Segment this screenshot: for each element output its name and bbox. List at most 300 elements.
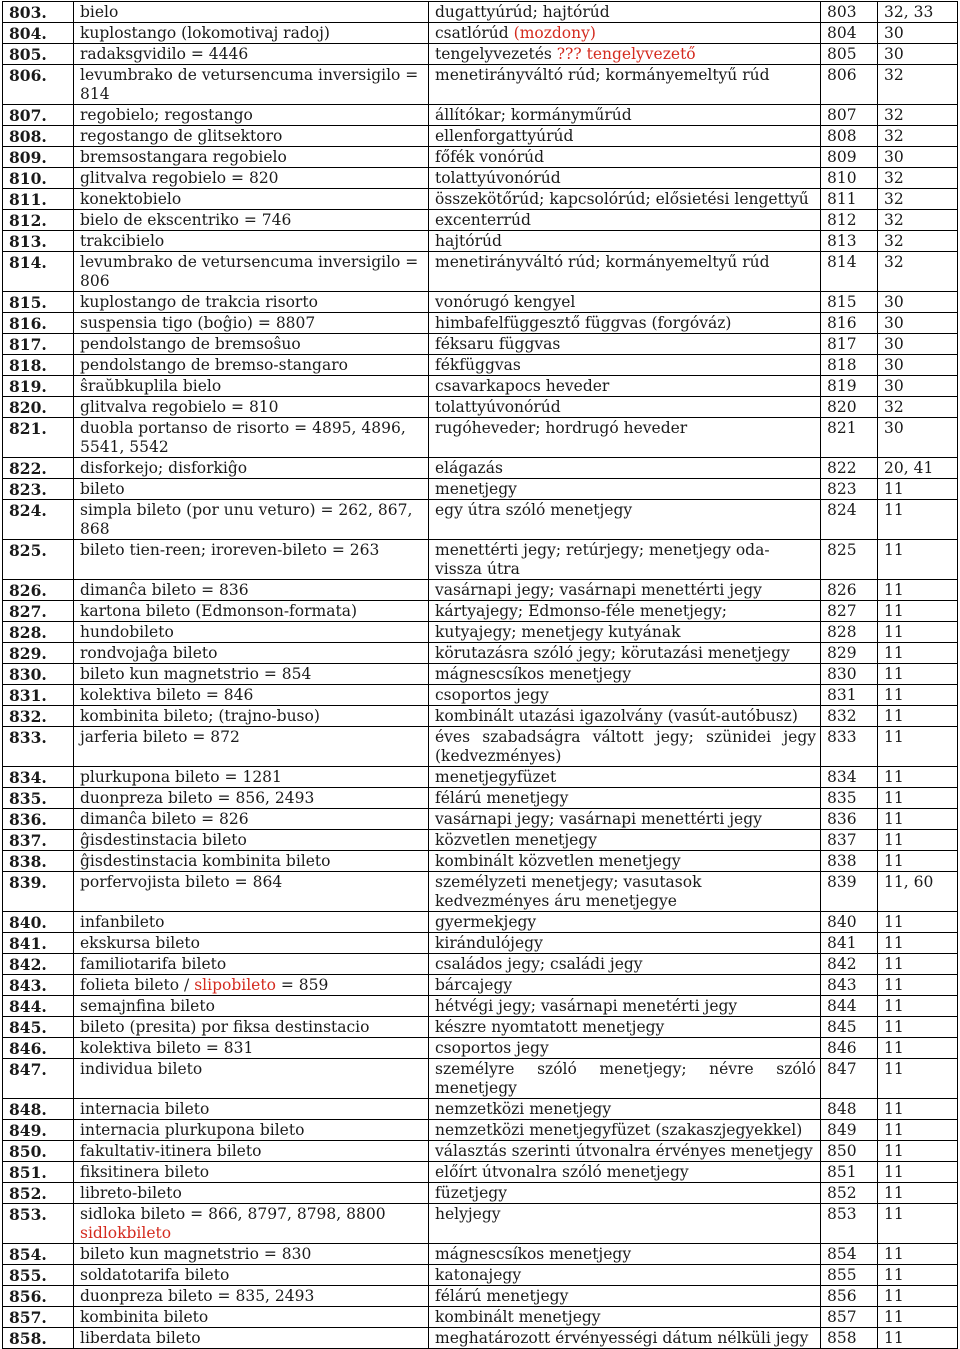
- table-row: [3, 767, 958, 788]
- term-text: kombinita bileto; (trajno-buso): [80, 707, 320, 725]
- page-reference: 11: [878, 830, 958, 851]
- hungarian-term: [429, 231, 821, 252]
- term-text: félárú menetjegy: [435, 1287, 569, 1305]
- hungarian-term: [429, 334, 821, 355]
- page-reference: 30: [878, 418, 958, 458]
- term-text: liberdata bileto: [80, 1329, 201, 1347]
- page-reference: 11: [878, 851, 958, 872]
- page-reference: 30: [878, 313, 958, 334]
- term-text: bremsostangara regobielo: [80, 148, 287, 166]
- hungarian-term: [429, 727, 821, 767]
- hungarian-term: [429, 376, 821, 397]
- term-text: kártyajegy; Edmonso-féle menetjegy;: [435, 602, 727, 620]
- entry-number: 825.: [3, 540, 74, 580]
- reference-number: 851: [821, 1162, 878, 1183]
- page-reference: 30: [878, 292, 958, 313]
- esperanto-term: [74, 1286, 429, 1307]
- entry-number: 813.: [3, 231, 74, 252]
- hungarian-term: [429, 1017, 821, 1038]
- term-text: összekötőrúd; kapcsolórúd; elősietési lengettyű: [435, 190, 809, 208]
- reference-number: 842: [821, 954, 878, 975]
- term-text: meghatározott érvényességi dátum nélküli jegy: [435, 1329, 809, 1347]
- term-text: katonajegy: [435, 1266, 522, 1284]
- term-text: bielo: [80, 3, 119, 21]
- reference-number: 856: [821, 1286, 878, 1307]
- term-text: kombinita bileto: [80, 1308, 209, 1326]
- hungarian-term: [429, 292, 821, 313]
- hungarian-term: [429, 706, 821, 727]
- page-reference: 30: [878, 376, 958, 397]
- page-reference: 11: [878, 685, 958, 706]
- entry-number: 855.: [3, 1265, 74, 1286]
- esperanto-term: [74, 1328, 429, 1349]
- term-text: fakultativ-itinera bileto: [80, 1142, 262, 1160]
- term-text: porfervojista bileto = 864: [80, 873, 283, 891]
- esperanto-term: [74, 1059, 429, 1099]
- hungarian-term: [429, 601, 821, 622]
- table-row: [3, 601, 958, 622]
- page-reference: 11: [878, 500, 958, 540]
- reference-number: 832: [821, 706, 878, 727]
- hungarian-term: [429, 1183, 821, 1204]
- term-text: hétvégi jegy; vasárnapi menetérti jegy: [435, 997, 738, 1015]
- entry-number: 844.: [3, 996, 74, 1017]
- hungarian-term: [429, 23, 821, 44]
- reference-number: 813: [821, 231, 878, 252]
- entry-number: 823.: [3, 479, 74, 500]
- hungarian-term: [429, 44, 821, 65]
- table-row: [3, 685, 958, 706]
- page-reference: 32: [878, 168, 958, 189]
- term-text: himbafelfüggesztő függvas (forgóváz): [435, 314, 732, 332]
- table-row: [3, 252, 958, 292]
- reference-number: 812: [821, 210, 878, 231]
- term-text: glitvalva regobielo = 810: [80, 398, 279, 416]
- esperanto-term: [74, 622, 429, 643]
- page-reference: 11: [878, 601, 958, 622]
- page-reference: 11: [878, 1120, 958, 1141]
- term-text: félárú menetjegy: [435, 789, 569, 807]
- entry-number: 835.: [3, 788, 74, 809]
- hungarian-term: [429, 65, 821, 105]
- reference-number: 848: [821, 1099, 878, 1120]
- entry-number: 820.: [3, 397, 74, 418]
- term-text: választás szerinti útvonalra érvényes menetjegy: [435, 1142, 813, 1160]
- table-row: [3, 2, 958, 23]
- page-reference: 32: [878, 210, 958, 231]
- term-text: vonórugó kengyel: [435, 293, 576, 311]
- reference-number: 820: [821, 397, 878, 418]
- term-text: excenterrúd: [435, 211, 531, 229]
- hungarian-term: [429, 933, 821, 954]
- esperanto-term: [74, 851, 429, 872]
- hungarian-term: [429, 168, 821, 189]
- term-text: családos jegy; családi jegy: [435, 955, 643, 973]
- page-reference: 20, 41: [878, 458, 958, 479]
- reference-number: 805: [821, 44, 878, 65]
- entry-number: 850.: [3, 1141, 74, 1162]
- hungarian-term: [429, 189, 821, 210]
- table-row: [3, 376, 958, 397]
- hungarian-term: [429, 1038, 821, 1059]
- term-text: familiotarifa bileto: [80, 955, 227, 973]
- entry-number: 829.: [3, 643, 74, 664]
- term-text: ĝisdestinstacia bileto: [80, 831, 247, 849]
- esperanto-term: [74, 767, 429, 788]
- term-text: bileto kun magnetstrio = 854: [80, 665, 312, 683]
- reference-number: 827: [821, 601, 878, 622]
- vocabulary-table: [2, 1, 958, 1349]
- page-reference: 32: [878, 105, 958, 126]
- esperanto-term: [74, 727, 429, 767]
- hungarian-term: [429, 1204, 821, 1244]
- page-reference: 11: [878, 1162, 958, 1183]
- hungarian-term: [429, 355, 821, 376]
- term-text: ellenforgattyúrúd: [435, 127, 574, 145]
- term-text: személyre szóló menetjegy; névre szóló menetjegy: [435, 1060, 816, 1097]
- page-reference: 30: [878, 147, 958, 168]
- page-reference: 30: [878, 23, 958, 44]
- page-reference: 11: [878, 1141, 958, 1162]
- term-text: bárcajegy: [435, 976, 513, 994]
- term-text: bileto kun magnetstrio = 830: [80, 1245, 312, 1263]
- esperanto-term: [74, 1141, 429, 1162]
- hungarian-term: [429, 1120, 821, 1141]
- entry-number: 846.: [3, 1038, 74, 1059]
- table-row: [3, 44, 958, 65]
- reference-number: 818: [821, 355, 878, 376]
- entry-number: 853.: [3, 1204, 74, 1244]
- reference-number: 846: [821, 1038, 878, 1059]
- term-text: hundobileto: [80, 623, 174, 641]
- reference-number: 831: [821, 685, 878, 706]
- term-text: menetirányváltó rúd; kormányemeltyű rúd: [435, 66, 770, 84]
- term-text: egy útra szóló menetjegy: [435, 501, 633, 519]
- esperanto-term: [74, 1183, 429, 1204]
- term-text: glitvalva regobielo = 820: [80, 169, 279, 187]
- reference-number: 841: [821, 933, 878, 954]
- table-row: [3, 851, 958, 872]
- page-reference: 32: [878, 252, 958, 292]
- term-text: duonpreza bileto = 856, 2493: [80, 789, 315, 807]
- table-row: [3, 727, 958, 767]
- term-text: mágnescsíkos menetjegy: [435, 1245, 632, 1263]
- table-row: [3, 540, 958, 580]
- page-reference: 32: [878, 65, 958, 105]
- table-row: [3, 168, 958, 189]
- page-reference: 32, 33: [878, 2, 958, 23]
- reference-number: 806: [821, 65, 878, 105]
- page-reference: 11: [878, 1017, 958, 1038]
- reference-number: 819: [821, 376, 878, 397]
- reference-number: 811: [821, 189, 878, 210]
- esperanto-term: [74, 105, 429, 126]
- page-reference: 11: [878, 1307, 958, 1328]
- table-row: [3, 580, 958, 601]
- table-row: [3, 954, 958, 975]
- page-reference: 32: [878, 231, 958, 252]
- entry-number: 837.: [3, 830, 74, 851]
- entry-number: 833.: [3, 727, 74, 767]
- hungarian-term: [429, 1059, 821, 1099]
- page-reference: 30: [878, 44, 958, 65]
- hungarian-term: [429, 643, 821, 664]
- esperanto-term: [74, 210, 429, 231]
- table-row: [3, 706, 958, 727]
- highlighted-text: (mozdony): [513, 24, 596, 42]
- reference-number: 840: [821, 912, 878, 933]
- reference-number: 855: [821, 1265, 878, 1286]
- table-row: [3, 975, 958, 996]
- esperanto-term: [74, 601, 429, 622]
- table-row: [3, 872, 958, 912]
- hungarian-term: [429, 126, 821, 147]
- table-row: [3, 147, 958, 168]
- hungarian-term: [429, 313, 821, 334]
- reference-number: 814: [821, 252, 878, 292]
- page-reference: 11: [878, 479, 958, 500]
- esperanto-term: [74, 664, 429, 685]
- entry-number: 812.: [3, 210, 74, 231]
- term-text: duonpreza bileto = 835, 2493: [80, 1287, 315, 1305]
- hungarian-term: [429, 1328, 821, 1349]
- reference-number: 837: [821, 830, 878, 851]
- entry-number: 817.: [3, 334, 74, 355]
- term-text: suspensia tigo (boĝio) = 8807: [80, 314, 316, 332]
- hungarian-term: [429, 664, 821, 685]
- esperanto-term: [74, 44, 429, 65]
- page-reference: 11: [878, 975, 958, 996]
- reference-number: 822: [821, 458, 878, 479]
- term-text: sidloka bileto = 866, 8797, 8798, 8800: [80, 1205, 386, 1223]
- reference-number: 808: [821, 126, 878, 147]
- reference-number: 817: [821, 334, 878, 355]
- reference-number: 857: [821, 1307, 878, 1328]
- esperanto-term: [74, 830, 429, 851]
- esperanto-term: [74, 788, 429, 809]
- hungarian-term: [429, 685, 821, 706]
- highlighted-text: ??? tengelyvezető: [556, 45, 696, 63]
- term-text: vasárnapi jegy; vasárnapi menettérti jegy: [435, 810, 762, 828]
- table-row: [3, 1183, 958, 1204]
- reference-number: 854: [821, 1244, 878, 1265]
- table-row: [3, 397, 958, 418]
- term-text: nemzetközi menetjegy: [435, 1100, 612, 1118]
- esperanto-term: [74, 500, 429, 540]
- esperanto-term: [74, 706, 429, 727]
- esperanto-term: [74, 168, 429, 189]
- hungarian-term: [429, 479, 821, 500]
- term-text: vasárnapi jegy; vasárnapi menettérti jegy: [435, 581, 762, 599]
- hungarian-term: [429, 418, 821, 458]
- reference-number: 839: [821, 872, 878, 912]
- reference-number: 834: [821, 767, 878, 788]
- term-text: dugattyúrúd; hajtórúd: [435, 3, 610, 21]
- term-text: helyjegy: [435, 1205, 501, 1223]
- page-reference: 30: [878, 355, 958, 376]
- page-reference: 11: [878, 1038, 958, 1059]
- term-text: nemzetközi menetjegyfüzet (szakaszjegyekkel): [435, 1121, 803, 1139]
- term-text: regobielo; regostango: [80, 106, 253, 124]
- reference-number: 838: [821, 851, 878, 872]
- table-row: [3, 23, 958, 44]
- page-reference: 11: [878, 727, 958, 767]
- term-text: konektobielo: [80, 190, 182, 208]
- highlighted-text: slipobileto: [194, 976, 276, 994]
- esperanto-term: [74, 1017, 429, 1038]
- esperanto-term: [74, 975, 429, 996]
- term-text: dimanĉa bileto = 836: [80, 581, 249, 599]
- hungarian-term: [429, 500, 821, 540]
- table-row: [3, 830, 958, 851]
- term-text: rugóheveder; hordrugó heveder: [435, 419, 688, 437]
- entry-number: 841.: [3, 933, 74, 954]
- page-reference: 11: [878, 1059, 958, 1099]
- entry-number: 830.: [3, 664, 74, 685]
- esperanto-term: [74, 126, 429, 147]
- hungarian-term: [429, 397, 821, 418]
- term-text: individua bileto: [80, 1060, 203, 1078]
- term-text: féksaru függvas: [435, 335, 561, 353]
- term-text: menetirányváltó rúd; kormányemeltyű rúd: [435, 253, 770, 271]
- term-text: mágnescsíkos menetjegy: [435, 665, 632, 683]
- term-text: éves szabadságra váltott jegy; szünidei jegy (kedvezményes): [435, 728, 816, 765]
- page-reference: 32: [878, 126, 958, 147]
- table-row: [3, 126, 958, 147]
- page-reference: 11: [878, 1204, 958, 1244]
- hungarian-term: [429, 2, 821, 23]
- hungarian-term: [429, 1162, 821, 1183]
- entry-number: 819.: [3, 376, 74, 397]
- esperanto-term: [74, 418, 429, 458]
- term-text: tolattyúvonórúd: [435, 398, 561, 416]
- hungarian-term: [429, 105, 821, 126]
- hungarian-term: [429, 147, 821, 168]
- term-text: elágazás: [435, 459, 503, 477]
- table-row: [3, 664, 958, 685]
- term-text: fiksitinera bileto: [80, 1163, 210, 1181]
- entry-number: 814.: [3, 252, 74, 292]
- table-row: [3, 788, 958, 809]
- vocabulary-rows: [3, 2, 958, 1349]
- reference-number: 804: [821, 23, 878, 44]
- page-reference: 11: [878, 580, 958, 601]
- entry-number: 840.: [3, 912, 74, 933]
- term-text: dimanĉa bileto = 826: [80, 810, 249, 828]
- esperanto-term: [74, 397, 429, 418]
- reference-number: 845: [821, 1017, 878, 1038]
- reference-number: 810: [821, 168, 878, 189]
- hungarian-term: [429, 1141, 821, 1162]
- term-text: csatlórúd: [435, 24, 514, 42]
- esperanto-term: [74, 685, 429, 706]
- table-row: [3, 1204, 958, 1244]
- term-text: ekskursa bileto: [80, 934, 200, 952]
- esperanto-term: [74, 1244, 429, 1265]
- term-text: infanbileto: [80, 913, 165, 931]
- term-text: kuplostango de trakcia risorto: [80, 293, 318, 311]
- term-text: hajtórúd: [435, 232, 502, 250]
- entry-number: 809.: [3, 147, 74, 168]
- term-text: fékfüggvas: [435, 356, 521, 374]
- reference-number: 850: [821, 1141, 878, 1162]
- table-row: [3, 1017, 958, 1038]
- entry-number: 806.: [3, 65, 74, 105]
- esperanto-term: [74, 458, 429, 479]
- hungarian-term: [429, 954, 821, 975]
- hungarian-term: [429, 1265, 821, 1286]
- page-reference: 11: [878, 1265, 958, 1286]
- entry-number: 849.: [3, 1120, 74, 1141]
- table-row: [3, 1307, 958, 1328]
- table-row: [3, 1328, 958, 1349]
- reference-number: 825: [821, 540, 878, 580]
- table-row: [3, 1141, 958, 1162]
- term-text: bielo de ekscentriko = 746: [80, 211, 292, 229]
- term-text: menettérti jegy; retúrjegy; menetjegy oda-vissza útra: [435, 541, 770, 578]
- page-reference: 11: [878, 1328, 958, 1349]
- hungarian-term: [429, 1244, 821, 1265]
- esperanto-term: [74, 1099, 429, 1120]
- esperanto-term: [74, 292, 429, 313]
- term-text: előírt útvonalra szóló menetjegy: [435, 1163, 689, 1181]
- table-row: [3, 809, 958, 830]
- reference-number: 852: [821, 1183, 878, 1204]
- term-text: kartona bileto (Edmonson-formata): [80, 602, 357, 620]
- entry-number: 828.: [3, 622, 74, 643]
- page-reference: 11: [878, 540, 958, 580]
- entry-number: 826.: [3, 580, 74, 601]
- term-text: csoportos jegy: [435, 686, 549, 704]
- hungarian-term: [429, 830, 821, 851]
- term-text: rondvojaĝa bileto: [80, 644, 218, 662]
- esperanto-term: [74, 996, 429, 1017]
- term-text: jarferia bileto = 872: [80, 728, 240, 746]
- table-row: [3, 189, 958, 210]
- esperanto-term: [74, 1204, 429, 1244]
- reference-number: 835: [821, 788, 878, 809]
- esperanto-term: [74, 1120, 429, 1141]
- entry-number: 818.: [3, 355, 74, 376]
- reference-number: 829: [821, 643, 878, 664]
- table-row: [3, 65, 958, 105]
- table-row: [3, 313, 958, 334]
- table-row: [3, 334, 958, 355]
- esperanto-term: [74, 313, 429, 334]
- term-text: pendolstango de bremsoŝuo: [80, 335, 301, 353]
- hungarian-term: [429, 975, 821, 996]
- esperanto-term: [74, 355, 429, 376]
- esperanto-term: [74, 1307, 429, 1328]
- entry-number: 838.: [3, 851, 74, 872]
- table-row: [3, 1244, 958, 1265]
- esperanto-term: [74, 580, 429, 601]
- entry-number: 827.: [3, 601, 74, 622]
- term-text: ĝisdestinstacia kombinita bileto: [80, 852, 331, 870]
- term-text: tengelyvezetés: [435, 45, 557, 63]
- reference-number: 843: [821, 975, 878, 996]
- entry-number: 815.: [3, 292, 74, 313]
- term-text: bileto tien-reen; iroreven-bileto = 263: [80, 541, 380, 559]
- reference-number: 847: [821, 1059, 878, 1099]
- entry-number: 807.: [3, 105, 74, 126]
- entry-number: 847.: [3, 1059, 74, 1099]
- term-text: ŝraŭbkuplila bielo: [80, 377, 222, 395]
- table-row: [3, 622, 958, 643]
- page-reference: 11: [878, 706, 958, 727]
- term-text: kirándulójegy: [435, 934, 543, 952]
- page-reference: 32: [878, 189, 958, 210]
